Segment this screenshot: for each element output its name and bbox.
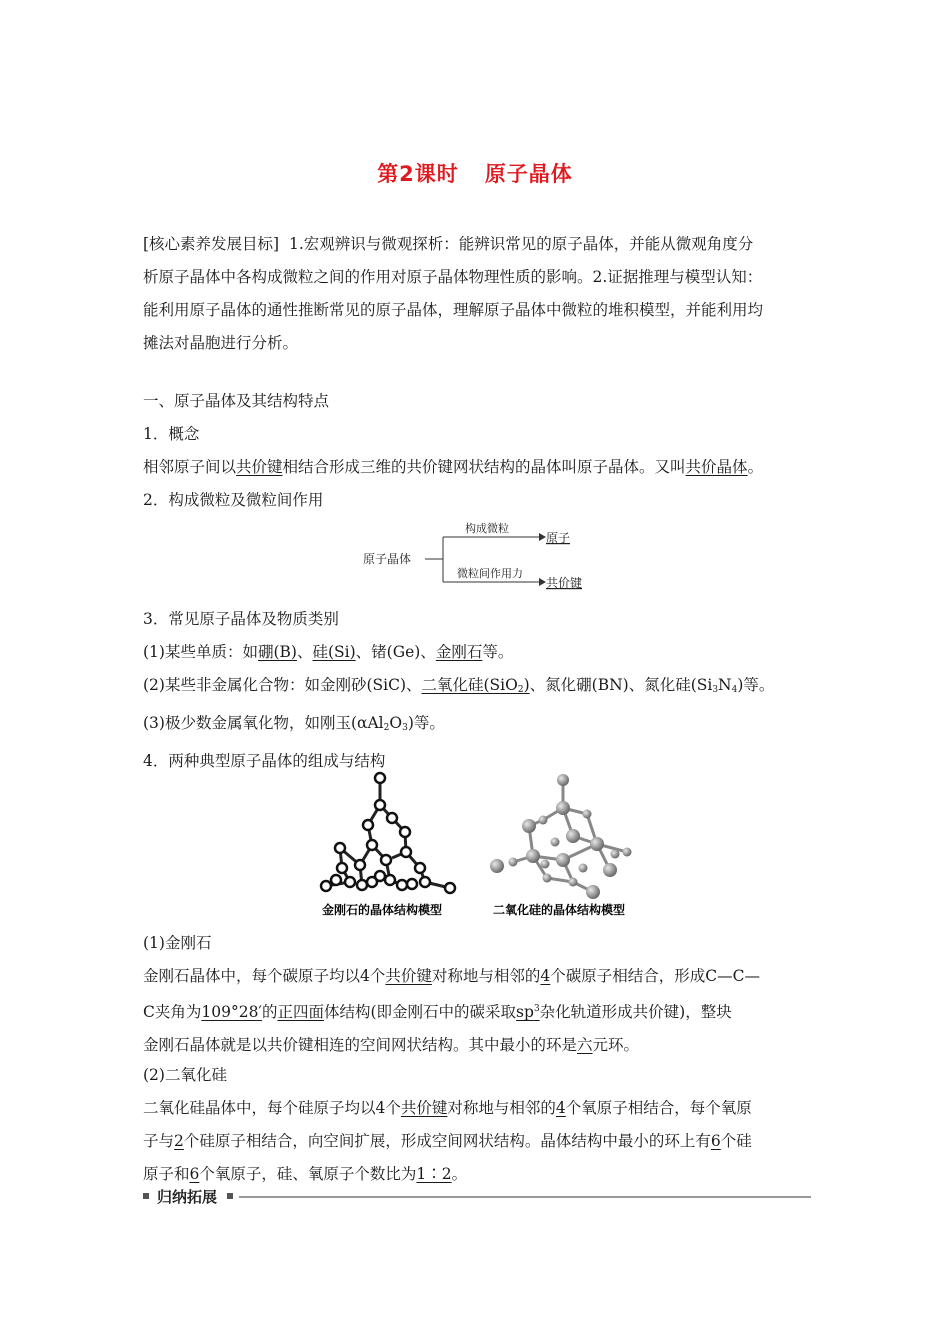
- summary-label: 归纳拓展: [157, 1188, 218, 1206]
- bullet-square-icon: [227, 1193, 233, 1199]
- section-heading: 一、原子晶体及其结构特点: [143, 392, 330, 410]
- flow-top-result: 原子: [546, 531, 571, 545]
- diamond-caption: 金刚石的晶体结构模型: [322, 903, 443, 917]
- concept-text: 相邻原子间以共价键相结合形成三维的共价键网状结构的晶体叫原子晶体。又叫共价晶体。: [143, 458, 764, 476]
- list-item: (2)某些非金属化合物：如金刚砂(SiC)、二氧化硅(SiO$_2$)、氮化硼(BN)、氮化硅$(Si_3N_4)$等。: [143, 676, 775, 695]
- subheading-diamond: (1)金刚石: [143, 934, 212, 952]
- goals-paragraph: [核心素养发展目标] 1.宏观辨识与微观探析：能辨识常见的原子晶体，并能从微观角度分 析原子晶体中各构成微粒之间的作用对原子晶体物理性质的影响。2.证据推理与模型认知： 能利用原子晶体的通性推断常见的原子晶体，理解原子晶体中微粒的堆积模型，并能利用均 摊法对晶胞进行分析。: [143, 235, 764, 352]
- flow-bottom-result: 共价键: [546, 576, 583, 590]
- flow-root: 原子晶体: [363, 552, 412, 566]
- subheading-types: 3．常见原子晶体及物质类别: [143, 610, 339, 628]
- goals-label: [核心素养发展目标]: [143, 235, 280, 253]
- flow-bottom-label: 微粒间作用力: [457, 567, 523, 580]
- summary-section-bar: [143, 1186, 811, 1208]
- silica-section: (2)二氧化硅 二氧化硅晶体中，每个硅原子均以4个共价键对称地与相邻的4个氧原子相结合，每个氧原 子与2个硅原子相结合，向空间扩展，形成空间网状结构。晶体结构中最小的环上有6个硅 原子和6个氧原子，硅、氧原子个数比为1∶2。: [143, 1059, 815, 1191]
- blank-answer: 共价键: [236, 458, 283, 476]
- section-1-continued: [143, 603, 815, 778]
- subheading-structures: 4．两种典型原子晶体的组成与结构: [143, 752, 386, 770]
- list-item: (1)某些单质：如硼(B)、硅(Si)、锗(Ge)、金刚石等。: [143, 643, 514, 661]
- flow-top-label: 构成微粒: [465, 522, 509, 535]
- subheading-silica: (2)二氧化硅: [143, 1066, 227, 1084]
- subheading-concept: 1．概念: [143, 425, 200, 443]
- diamond-structure-figure: [310, 770, 470, 920]
- divider: [239, 1196, 811, 1198]
- silica-structure-figure: [485, 770, 655, 920]
- diamond-section: (1)金刚石 金刚石晶体中，每个碳原子均以4个共价键对称地与相邻的4个碳原子相结合，形成C—C— C夹角为109°28′的正四面体结构(即金刚石中的碳采取$sp^3$杂化轨道形成共价键)，整块 金刚石晶体就是以共价键相连的空间网状结构。其中最小的环是六元环。: [143, 927, 815, 1062]
- page-title: 第2课时 原子晶体: [377, 162, 573, 186]
- list-item: (3)极少数金属氧化物，如刚玉$(\alpha Al_2O_3)$等。: [143, 714, 445, 733]
- subheading-particles: 2．构成微粒及微粒间作用: [143, 491, 324, 509]
- blank-answer: 共价晶体: [685, 458, 748, 476]
- section-1: [143, 385, 815, 517]
- silica-caption: 二氧化硅的晶体结构模型: [493, 903, 626, 917]
- bullet-square-icon: [143, 1193, 149, 1199]
- particle-flow-diagram: [355, 518, 605, 593]
